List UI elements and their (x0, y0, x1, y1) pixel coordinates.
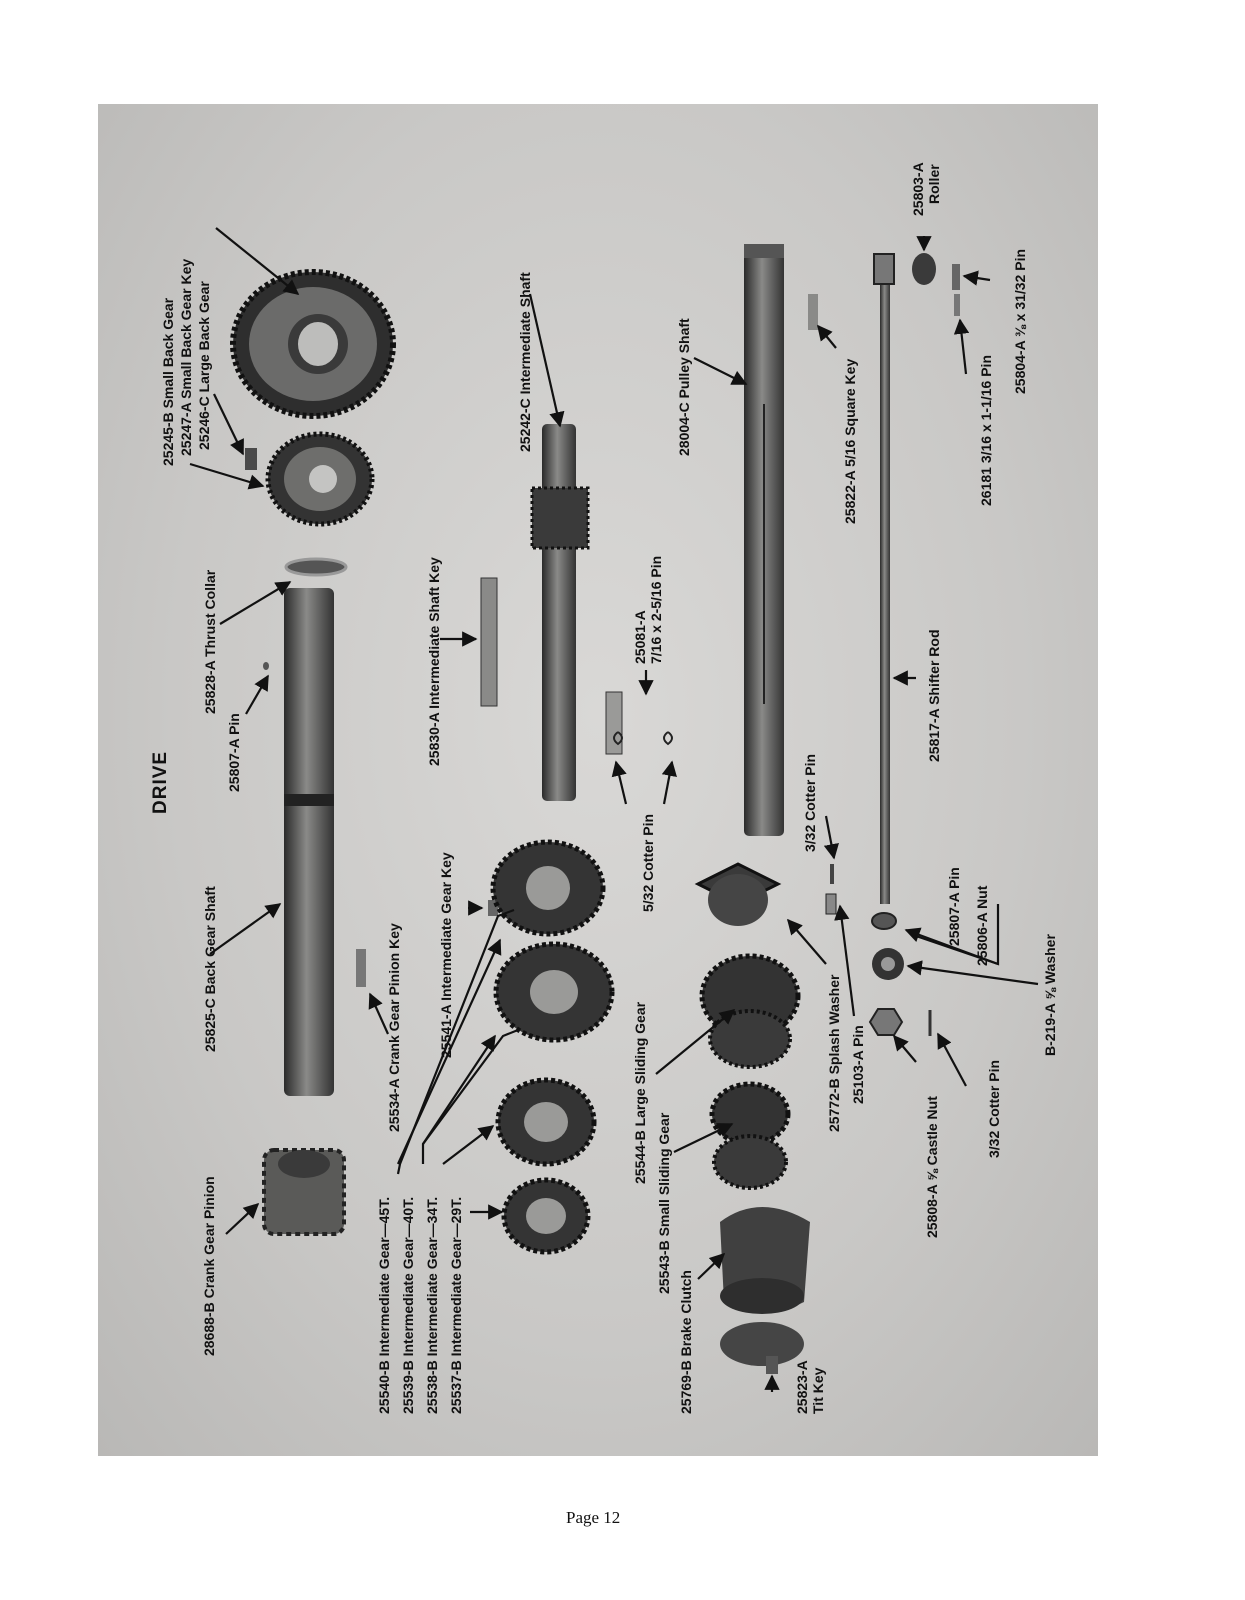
small-sliding-gear-image (712, 1084, 788, 1188)
pin-25804-image (952, 264, 960, 290)
roller-image (912, 253, 936, 285)
label-roller-line2: Roller (926, 164, 942, 204)
label-thrust-collar: 25828-A Thrust Collar (202, 569, 218, 714)
intermediate-shaft-image (532, 424, 588, 801)
label-intermediate-gear-29t: 25537-B Intermediate Gear—29T. (448, 1196, 464, 1414)
exploded-parts-illustration (98, 104, 1098, 1456)
label-large-sliding-gear: 25544-B Large Sliding Gear (632, 1001, 648, 1184)
intermediate-gears-image (493, 842, 612, 1252)
shifter-rod-image (880, 254, 890, 904)
brake-clutch-image (720, 1207, 810, 1366)
label-intermediate-shaft-key: 25830-A Intermediate Shaft Key (426, 557, 442, 766)
back-gear-shaft-image (284, 588, 334, 1096)
intermediate-shaft-key-image (481, 578, 497, 706)
label-tit-key-line1: 25823-A (794, 1360, 810, 1414)
crank-gear-pinion-key-image (356, 949, 366, 987)
label-pin-25081-line1: 25081-A (632, 610, 648, 664)
label-castle-nut: 25808-A ⅝ Castle Nut (924, 1096, 940, 1238)
label-shifter-rod: 25817-A Shifter Rod (926, 629, 942, 762)
label-washer: B-219-A ⅝ Washer (1042, 934, 1058, 1056)
label-brake-clutch: 25769-B Brake Clutch (678, 1270, 694, 1414)
page-number: Page 12 (566, 1508, 621, 1527)
label-pin-25807-bottom: 25807-A Pin (946, 867, 962, 946)
label-pin-25807-top: 25807-A Pin (226, 713, 242, 792)
label-square-key: 25822-A 5/16 Square Key (842, 358, 858, 524)
label-intermediate-shaft: 25242-C Intermediate Shaft (517, 272, 533, 452)
label-cotter-pin-332-top: 3/32 Cotter Pin (802, 753, 818, 852)
large-back-gear-image (233, 272, 393, 416)
label-small-sliding-gear: 25543-B Small Sliding Gear (656, 1112, 672, 1294)
tit-key-image (766, 1356, 778, 1374)
pulley-shaft-image (744, 244, 784, 836)
label-splash-washer: 25772-B Splash Washer (826, 974, 842, 1132)
label-large-back-gear: 25246-C Large Back Gear (196, 281, 212, 450)
cotter-pin-332-image (830, 864, 834, 884)
label-nut: 25806-A Nut (974, 885, 990, 966)
label-back-gear-shaft: 25825-C Back Gear Shaft (202, 886, 218, 1052)
pin-26181-image (954, 294, 960, 316)
nut-image (872, 913, 896, 929)
large-sliding-gear-image (702, 956, 798, 1067)
castle-nut-image (870, 1009, 902, 1035)
label-small-back-gear-key: 25247-A Small Back Gear Key (178, 258, 194, 456)
label-pin-26181: 26181 3/16 x 1-1/16 Pin (978, 355, 994, 506)
page-title: DRIVE (150, 750, 171, 814)
pin-25103-image (826, 894, 836, 914)
pin-25807-image (263, 662, 269, 670)
label-tit-key-line2: Tit Key (810, 1367, 826, 1414)
label-small-back-gear: 25245-B Small Back Gear (160, 297, 176, 466)
small-back-gear-image (268, 434, 372, 524)
label-pin-25103: 25103-A Pin (850, 1025, 866, 1104)
label-cotter-pin-532: 5/32 Cotter Pin (640, 813, 656, 912)
small-back-gear-key-image (245, 448, 257, 470)
label-pin-25081-line2: 7/16 x 2-5/16 Pin (648, 555, 664, 664)
square-key-image (808, 294, 818, 330)
label-intermediate-gear-34t: 25538-B Intermediate Gear—34T. (424, 1196, 440, 1414)
label-intermediate-gear-45t: 25540-B Intermediate Gear—45T. (376, 1196, 392, 1414)
label-crank-gear-pinion: 28688-B Crank Gear Pinion (201, 1176, 217, 1356)
label-pin-25804: 25804-A ⅜ x 31/32 Pin (1012, 248, 1028, 394)
label-intermediate-gear-key: 25541-A Intermediate Gear Key (438, 852, 454, 1058)
label-cotter-pin-332-bottom: 3/32 Cotter Pin (986, 1059, 1002, 1158)
label-pulley-shaft: 28004-C Pulley Shaft (676, 318, 692, 456)
label-intermediate-gear-40t: 25539-B Intermediate Gear—40T. (400, 1196, 416, 1414)
parts-photo (98, 104, 1098, 1456)
label-roller-line1: 25803-A (910, 162, 926, 216)
label-crank-gear-pinion-key: 25534-A Crank Gear Pinion Key (386, 923, 402, 1132)
pin-25081-image (606, 692, 622, 754)
thrust-collar-image (286, 559, 346, 575)
crank-gear-pinion-image (264, 1150, 344, 1234)
